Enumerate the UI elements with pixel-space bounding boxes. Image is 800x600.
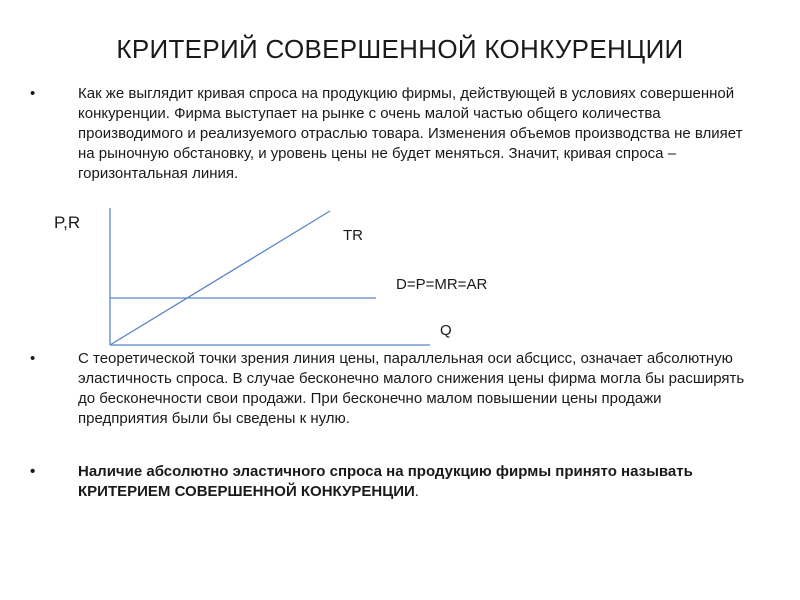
bullet-marker: •: [30, 350, 36, 367]
paragraph-1-text: Как же выглядит кривая спроса на продукцию фирмы, действующей в условиях совершенной конкуренции. Фирма выступает на рынке с очень малой частью общего количества производимого и реализуемого отраслью товара. Изменения объемов производства не влияет на рыночную обстановку, и уровень цены не будет меняться. Значит, кривая спроса – горизонтальная линия.: [78, 85, 743, 182]
paragraph-criterion: [30, 462, 750, 502]
slide-title: КРИТЕРИЙ СОВЕРШЕННОЙ КОНКУРЕНЦИИ: [116, 34, 684, 64]
bullet-marker: •: [30, 85, 36, 102]
demand-graph: [0, 195, 800, 355]
paragraph-2-marker: C: [78, 350, 89, 367]
demand-label: D=P=MR=AR: [396, 276, 488, 293]
tr-label: TR: [343, 227, 363, 244]
paragraph-elasticity: [30, 349, 750, 429]
paragraph-3-end: .: [414, 483, 419, 500]
paragraph-2-body: теоретической точки зрения линия цены, параллельная оси абсцисс, означает абсолютную эластичность спроса. В случае бесконечно малого снижения цены фирма могла бы расширять до бесконечности свои продажи. При бесконечно малом повышении цены продажи предприятия были бы сведены к нулю.: [78, 350, 745, 427]
paragraph-3-body: Наличие абсолютно эластичного спроса на продукцию фирмы принято называть КРИТЕРИЕМ СОВЕРШЕННОЙ КОНКУРЕНЦИИ: [78, 463, 693, 500]
paragraph-3-text: [78, 462, 750, 502]
paragraph-2-text: [78, 349, 750, 429]
x-axis-label: Q: [440, 322, 452, 339]
tr-line: [110, 211, 330, 345]
y-axis-label: P,R: [54, 213, 81, 232]
bullet-marker: •: [30, 463, 36, 480]
paragraph-demand-curve: [30, 84, 750, 184]
